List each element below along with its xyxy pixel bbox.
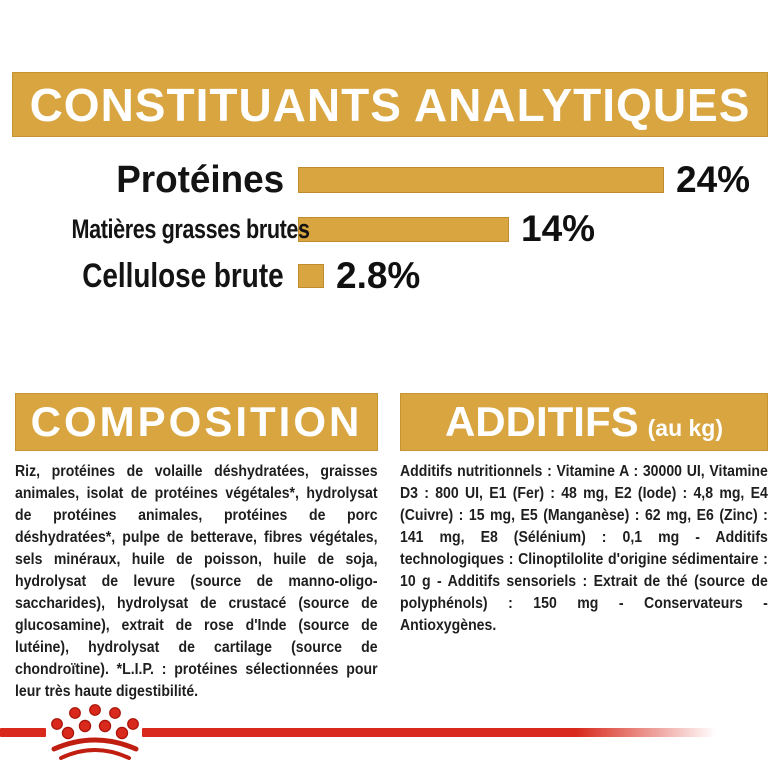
- composition-banner: [15, 393, 378, 451]
- additives-banner: [400, 393, 768, 451]
- info-columns: [15, 393, 768, 703]
- additives-title: ADDITIFS: [444, 398, 639, 445]
- composition-title: COMPOSITION: [30, 398, 363, 445]
- additives-text: Additifs nutritionnels : Vitamine A : 30000 UI, Vitamine D3 : 800 UI, E1 (Fer) : 48 mg, E2 (Iode) : 4,8 mg, E4 (Cuivre) : 15 mg, E5 (Manganèse) : 62 mg, E6 (Zinc) : 141 mg, E8 (Sélénium) : 0,1 mg - Additifs technologiques : Clinoptilolite d'origine sédimentaire : 10 g - Additifs sensoriels : Extrait de thé (source de polyphénols) : 150 mg - Conservateurs - Antioxygènes.: [400, 463, 768, 634]
- nutrient-label: [12, 213, 310, 245]
- royal-canin-crown-icon: [46, 702, 144, 764]
- red-line-left: [0, 728, 46, 737]
- nutrient-label-text: Cellulose brute: [82, 256, 284, 295]
- nutrient-label-text: Protéines: [116, 158, 284, 201]
- analytical-constituents-banner: [12, 72, 768, 137]
- red-line-right: [142, 728, 780, 737]
- nutrient-value: 14%: [521, 208, 596, 249]
- nutrient-label: [12, 159, 298, 202]
- nutrient-bar: [298, 167, 664, 193]
- nutrient-label: [12, 257, 298, 296]
- chart-row: [12, 160, 768, 200]
- analytical-constituents-title: CONSTITUANTS ANALYTIQUES: [29, 78, 751, 131]
- chart-row: [12, 208, 768, 249]
- additives-title-line: [445, 398, 723, 446]
- brand-footer: [0, 700, 780, 780]
- nutrient-bar: [298, 264, 324, 288]
- nutrient-bar-chart: [12, 160, 768, 294]
- nutrient-label-text: Matières grasses brutes: [71, 213, 310, 244]
- chart-row: [12, 255, 768, 296]
- nutrient-value: 24%: [676, 159, 751, 200]
- nutrient-value: 2.8%: [336, 255, 421, 296]
- additives-title-suffix: (au kg): [647, 415, 724, 441]
- composition-section: [15, 393, 378, 703]
- additives-section: [400, 393, 768, 703]
- composition-text: Riz, protéines de volaille déshydratées, graisses animales, isolat de protéines végétales*, hydrolysat de protéines animales, protéines de porc déshydratées*, pulpe de betterave, fibres végétales, sels minéraux, huile de poisson, huile de soja, hydrolysat de levure (source de manno-oligo-saccharides), hydrolysat de crustacé (source de glucosamine), extrait de rose d'Inde (source de lutéine), hydrolysat de cartilage (source de chondroïtine). *L.I.P. : protéines sélectionnées pour leur très haute digestibilité.: [15, 463, 378, 700]
- nutrient-bar: [298, 217, 509, 242]
